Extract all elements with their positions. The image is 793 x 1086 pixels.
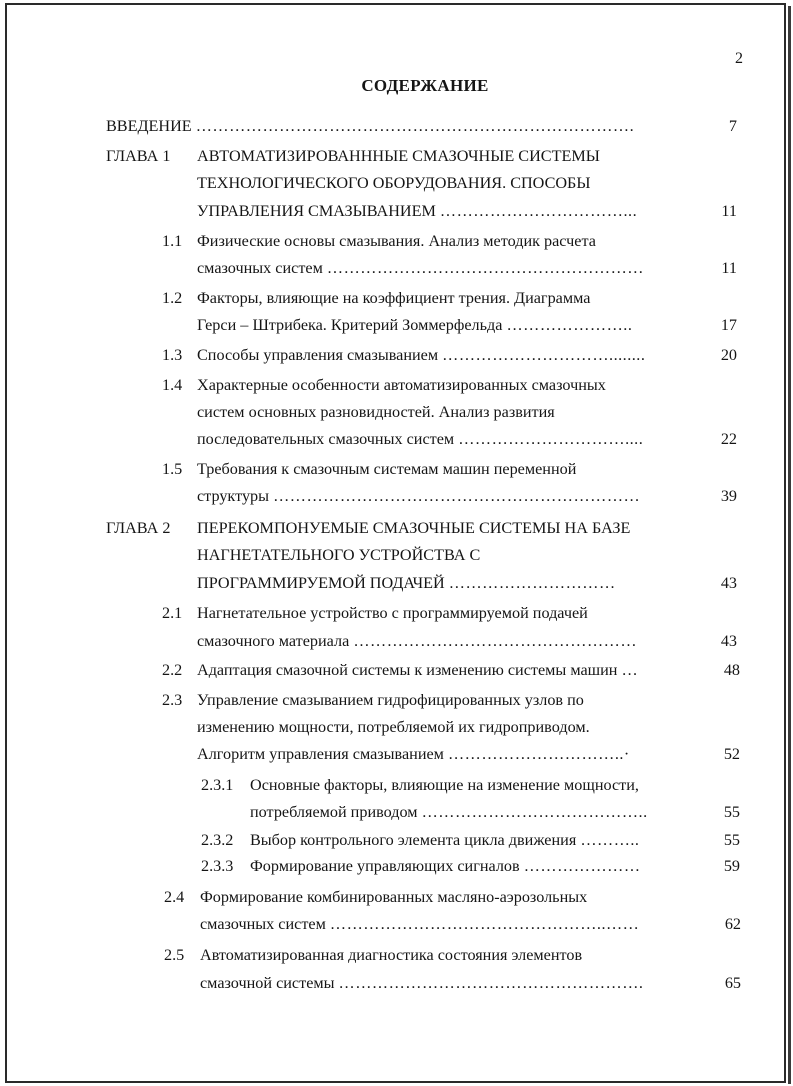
toc-entry-title-cont: смазочной системы [200, 974, 335, 992]
toc-entry-title: Основные факторы, влияющие на изменение мощности, [250, 776, 639, 794]
toc-section-number: 2.2 [162, 661, 183, 679]
toc-entry-title-cont: структуры [197, 487, 270, 505]
toc-entry-title-cont: УПРАВЛЕНИЯ СМАЗЫВАНИЕМ [197, 202, 436, 220]
toc-leader-dots: ………………………………………………… [326, 259, 644, 277]
toc-chapter-label: ГЛАВА 2 [106, 519, 171, 537]
toc-page-number: 59 [723, 857, 740, 875]
toc-page-number: 11 [721, 202, 737, 220]
toc-page-number: 20 [720, 346, 737, 364]
toc-entry-title: Адаптация смазочной системы к изменению системы машин [197, 661, 618, 679]
toc-entry-title-cont: ПРОГРАММИРУЕМОЙ ПОДАЧЕЙ [197, 574, 445, 592]
page-border-shadow [788, 6, 791, 1084]
toc-page-number: 43 [720, 574, 737, 592]
toc-entry-title-cont: систем основных разновидностей. Анализ развития [197, 403, 555, 421]
page-number: 2 [735, 50, 743, 67]
toc-section-number: 1.3 [162, 346, 183, 364]
toc-leader-dots: ………………… [523, 857, 641, 875]
toc-entry-title-cont: смазочного материала [197, 632, 350, 650]
toc-leader-dots: …………………………........ [442, 346, 646, 364]
toc-section-number: 2.3.2 [201, 831, 234, 849]
toc-leader-dots: …………………………..· [447, 745, 630, 763]
toc-leader-dots: ………………………………………………………… [273, 487, 641, 505]
toc-page-number: 22 [720, 430, 737, 448]
toc-section-number: 2.3.3 [201, 857, 234, 875]
toc-section-number: 2.5 [164, 946, 185, 964]
toc-entry-title-cont: ТЕХНОЛОГИЧЕСКОГО ОБОРУДОВАНИЯ. СПОСОБЫ [197, 174, 591, 192]
toc-page-number: 48 [723, 661, 740, 679]
toc-entry-title: Физические основы смазывания. Анализ методик расчета [197, 232, 596, 250]
toc-section-number: 2.1 [162, 604, 183, 622]
toc-section-number: 2.3.1 [201, 776, 234, 794]
toc-entry-title: Автоматизированная диагностика состояния элементов [200, 946, 583, 964]
toc-leader-dots: ……………………………... [439, 202, 638, 220]
toc-leader-dots: …………………………………………..…… [329, 915, 640, 933]
toc-leader-dots: … [621, 661, 639, 679]
toc-page-number: 65 [724, 974, 741, 992]
toc-entry-title: Требования к смазочным системам машин переменной [197, 460, 577, 478]
toc-entry-title: АВТОМАТИЗИРОВАНННЫЕ СМАЗОЧНЫЕ СИСТЕМЫ [197, 147, 600, 165]
toc-entry-title: Факторы, влияющие на коэффициент трения. Диаграмма [197, 289, 591, 307]
toc-entry-title-cont: Герси – Штрибека. Критерий Зоммерфельда [197, 316, 503, 334]
toc-page-number: 39 [720, 487, 737, 505]
toc-entry-title: Характерные особенности автоматизированных смазочных [197, 376, 606, 394]
toc-leader-dots: ………………….. [506, 316, 633, 334]
toc-section-number: 1.1 [162, 232, 183, 250]
toc-entry-title: ВВЕДЕНИЕ [106, 117, 192, 135]
toc-entry-title: Выбор контрольного элемента цикла движения [250, 831, 577, 849]
toc-entry-title: Управление смазыванием гидрофицированных узлов по [197, 691, 584, 709]
toc-entry-title-cont: потребляемой приводом [250, 803, 418, 821]
toc-page-number: 52 [723, 745, 740, 763]
toc-entry-title: Нагнетательное устройство с программируемой подачей [197, 604, 588, 622]
toc-leader-dots: ………………………………………………. [338, 974, 644, 992]
toc-page-number: 17 [720, 316, 737, 334]
toc-page-number: 55 [723, 803, 740, 821]
toc-entry-title-cont: НАГНЕТАТЕЛЬНОГО УСТРОЙСТВА С [197, 546, 481, 564]
toc-entry-title-cont: последовательных смазочных систем [197, 430, 455, 448]
toc-section-number: 2.4 [164, 888, 185, 906]
toc-section-number: 1.5 [162, 460, 183, 478]
toc-entry-title-cont: смазочных систем [197, 259, 323, 277]
toc-page-number: 43 [720, 632, 737, 650]
toc-chapter-label: ГЛАВА 1 [106, 147, 171, 165]
toc-page-number: 62 [724, 915, 741, 933]
toc-section-number: 1.2 [162, 289, 183, 307]
toc-leader-dots: ……………………………………………………………………. [195, 117, 635, 135]
toc-entry-title-cont: Алгоритм управления смазыванием [197, 745, 444, 763]
toc-entry-title: Формирование управляющих сигналов [250, 857, 520, 875]
page-title: СОДЕРЖАНИЕ [361, 76, 489, 95]
toc-leader-dots: …………………………………………… [353, 632, 637, 650]
toc-entry-title-cont: смазочных систем [200, 915, 326, 933]
toc-page-number: 55 [723, 831, 740, 849]
toc-entry-title: Способы управления смазыванием [197, 346, 439, 364]
toc-leader-dots: ………………………… [448, 574, 616, 592]
toc-section-number: 1.4 [162, 376, 183, 394]
toc-page-number: 11 [721, 259, 737, 277]
toc-section-number: 2.3 [162, 691, 183, 709]
toc-leader-dots: ………………………….... [458, 430, 644, 448]
toc-entry-title: Формирование комбинированных масляно-аэрозольных [200, 888, 588, 906]
toc-entry-title: ПЕРЕКОМПОНУЕМЫЕ СМАЗОЧНЫЕ СИСТЕМЫ НА БАЗЕ [197, 519, 631, 537]
toc-leader-dots: ………………………………….. [421, 803, 648, 821]
toc-page-number: 7 [728, 117, 737, 135]
toc-leader-dots: ……….. [580, 831, 640, 849]
toc-entry-title-cont: изменению мощности, потребляемой их гидроприводом. [197, 718, 590, 736]
